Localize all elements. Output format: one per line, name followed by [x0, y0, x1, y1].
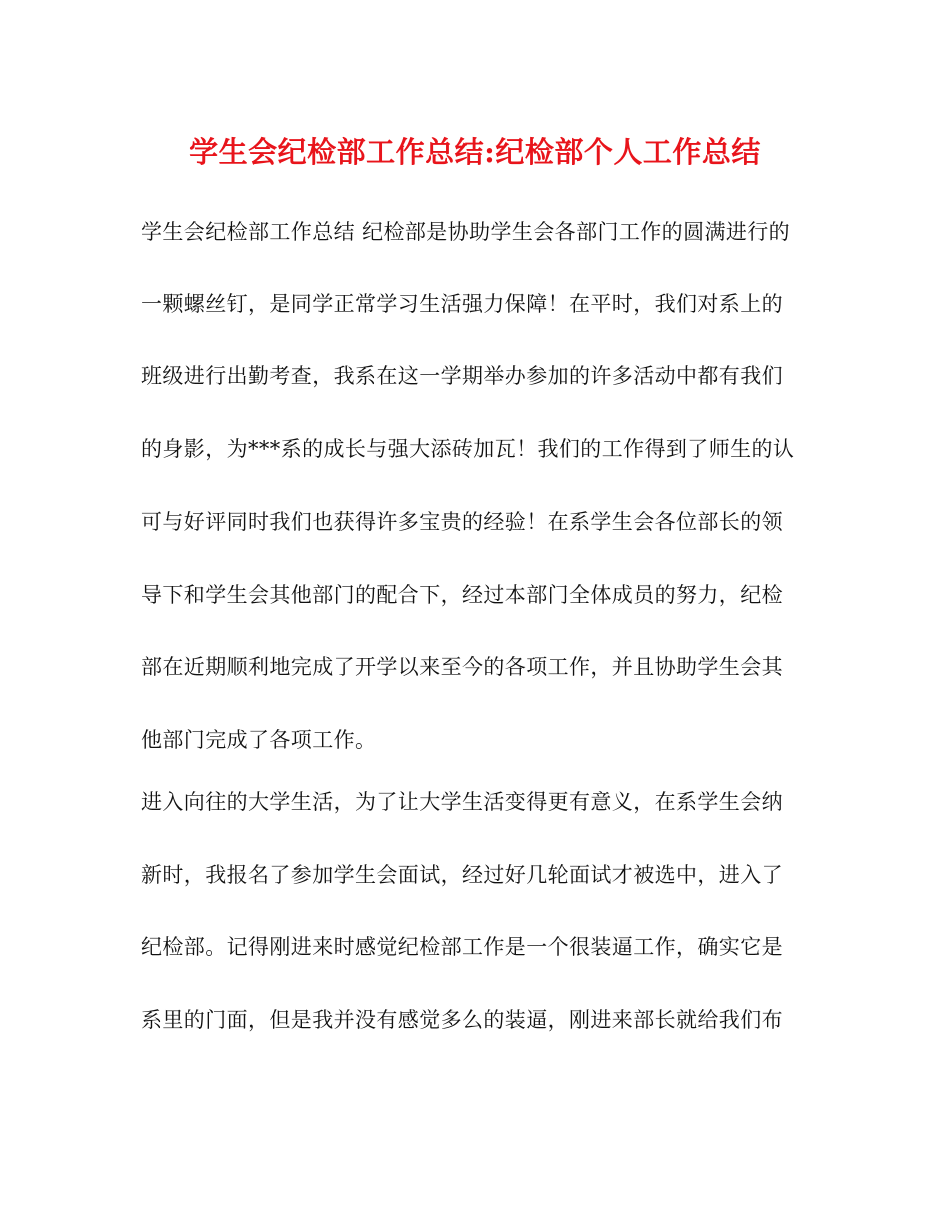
- paragraph-line: 进入向往的大学生活，为了让大学生活变得更有意义，在系学生会纳: [141, 790, 783, 814]
- paragraph-line: 系里的门面，但是我并没有感觉多么的装逼，刚进来部长就给我们布: [141, 1008, 783, 1032]
- paragraph-line: 一颗螺丝钉，是同学正常学习生活强力保障！在平时，我们对系上的: [141, 292, 783, 316]
- paragraph-line: 班级进行出勤考查，我系在这一学期举办参加的许多活动中都有我们: [141, 364, 783, 388]
- paragraph-line: 的身影，为***系的成长与强大添砖加瓦！我们的工作得到了师生的认: [141, 437, 795, 461]
- document-title: 学生会纪检部工作总结:纪检部个人工作总结: [189, 135, 761, 169]
- paragraph-line: 纪检部。记得刚进来时感觉纪检部工作是一个很装逼工作，确实它是: [141, 935, 783, 959]
- paragraph-line: 部在近期顺利地完成了开学以来至今的各项工作，并且协助学生会其: [141, 655, 783, 679]
- paragraph-line: 新时，我报名了参加学生会面试，经过好几轮面试才被选中，进入了: [141, 863, 783, 887]
- paragraph-line: 学生会纪检部工作总结 纪检部是协助学生会各部门工作的圆满进行的: [141, 220, 791, 244]
- paragraph-line: 他部门完成了各项工作。: [141, 728, 377, 752]
- paragraph-line: 可与好评同时我们也获得许多宝贵的经验！在系学生会各位部长的领: [141, 510, 783, 534]
- paragraph-line: 导下和学生会其他部门的配合下，经过本部门全体成员的努力，纪检: [141, 583, 783, 607]
